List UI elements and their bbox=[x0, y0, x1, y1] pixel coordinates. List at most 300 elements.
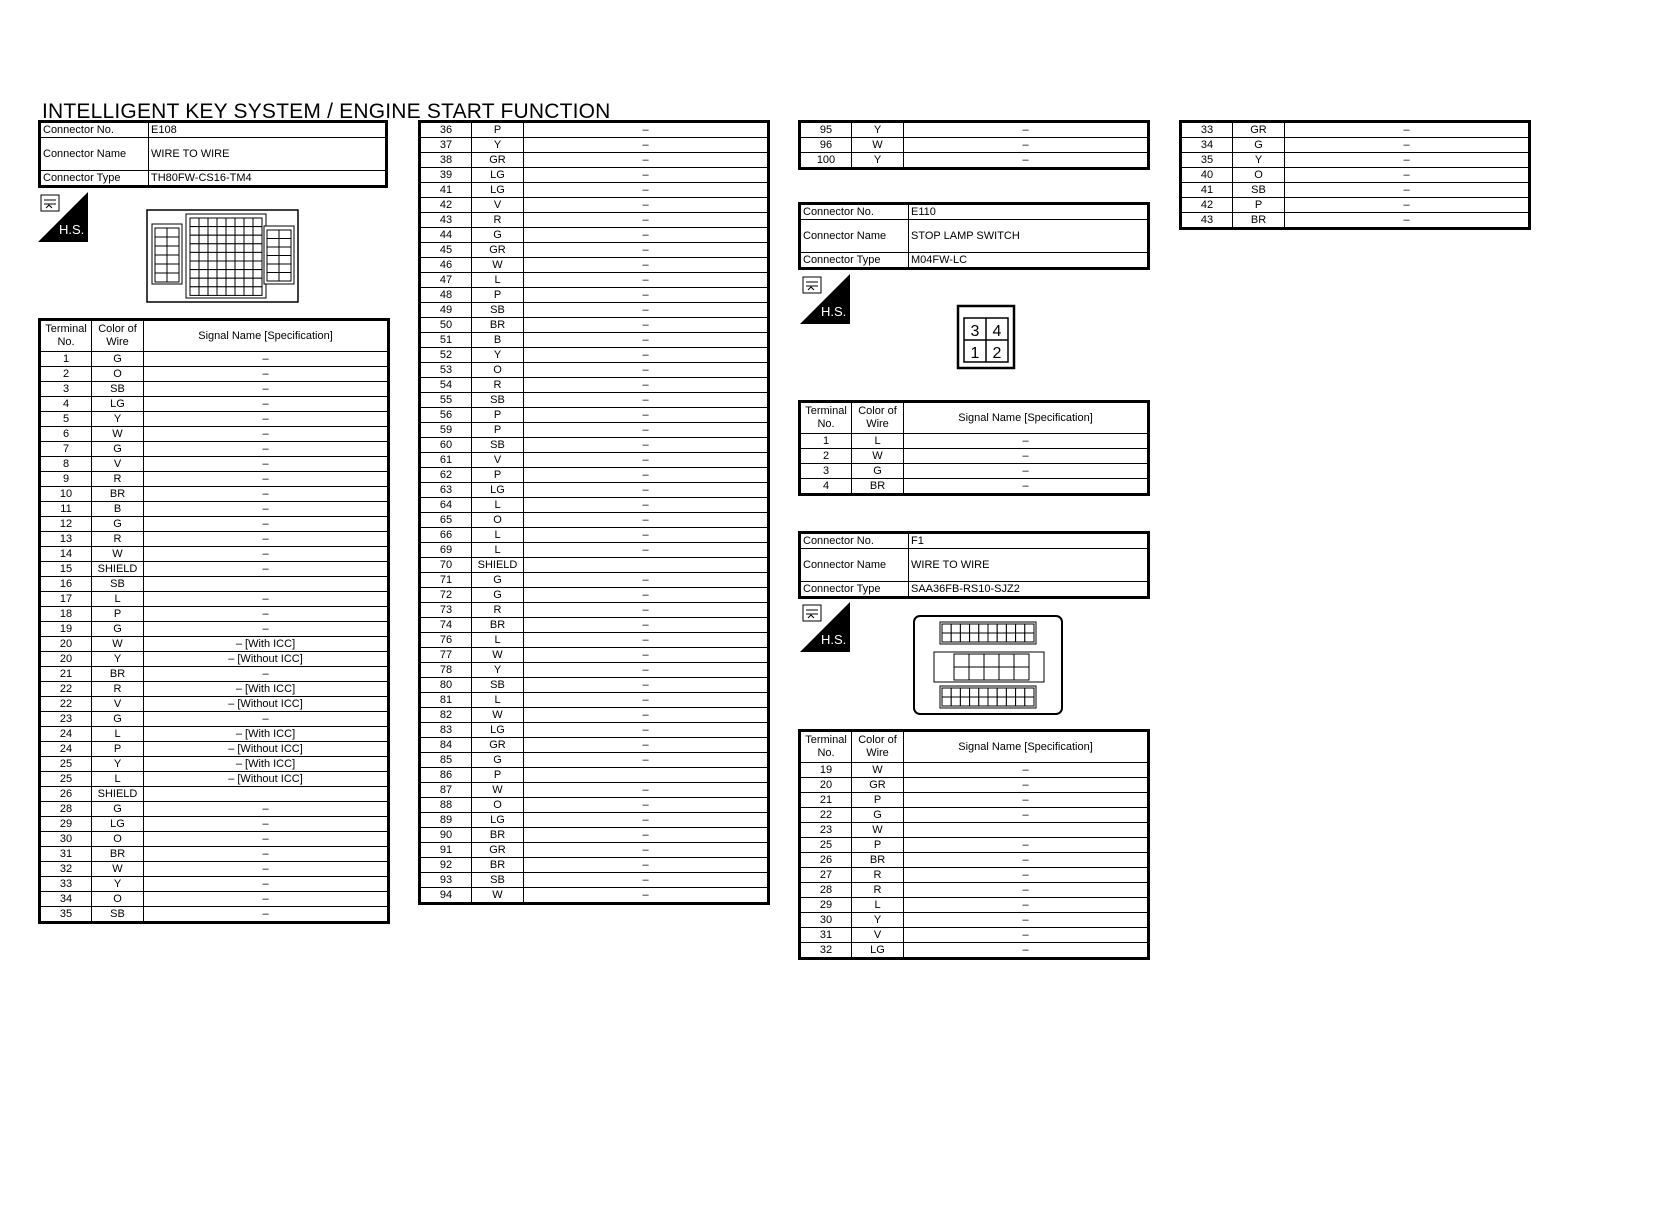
table-row bbox=[420, 783, 769, 798]
connector-pin-cell bbox=[199, 287, 208, 296]
table-row bbox=[420, 183, 769, 198]
terminal-cell: 13 bbox=[40, 532, 92, 547]
table-row bbox=[420, 333, 769, 348]
table-row bbox=[420, 708, 769, 723]
connector-pin-cell bbox=[942, 633, 951, 642]
terminal-cell: 35 bbox=[1181, 153, 1233, 168]
signal-cell: – bbox=[524, 588, 769, 603]
connector-type-value: M04FW-LC bbox=[909, 253, 1149, 269]
terminal-cell: 28 bbox=[800, 883, 852, 898]
table-row bbox=[420, 303, 769, 318]
terminal-cell: 48 bbox=[420, 288, 472, 303]
table-row bbox=[800, 928, 1149, 943]
connector-pin-cell bbox=[960, 688, 969, 697]
signal-cell: – bbox=[524, 543, 769, 558]
signal-cell: – bbox=[904, 928, 1149, 943]
color-cell: W bbox=[472, 708, 524, 723]
color-cell: Y bbox=[92, 877, 144, 892]
color-cell: O bbox=[472, 363, 524, 378]
connector-pin-cell bbox=[1006, 633, 1015, 642]
connector-pin-cell bbox=[208, 218, 217, 227]
color-cell: G bbox=[472, 588, 524, 603]
table-row bbox=[40, 742, 389, 757]
table-row bbox=[420, 753, 769, 768]
connector-pin-cell bbox=[244, 227, 253, 236]
terminal-cell: 25 bbox=[40, 772, 92, 787]
table-row bbox=[420, 153, 769, 168]
terminal-cell: 31 bbox=[40, 847, 92, 862]
connector-pin-cell bbox=[155, 237, 167, 246]
color-cell: G bbox=[472, 573, 524, 588]
table-row bbox=[1181, 153, 1530, 168]
terminal-cell: 64 bbox=[420, 498, 472, 513]
e110-pin-4: 4 bbox=[992, 323, 1002, 340]
color-cell: SB bbox=[472, 438, 524, 453]
signal-cell: – bbox=[144, 592, 389, 607]
e110-pin-1: 1 bbox=[970, 345, 980, 362]
connector-pin-cell bbox=[999, 667, 1014, 680]
connector-pin-cell bbox=[970, 697, 979, 706]
color-cell: R bbox=[92, 682, 144, 697]
signal-cell: – bbox=[904, 464, 1149, 479]
page-title: INTELLIGENT KEY SYSTEM / ENGINE START FUNCTION bbox=[42, 100, 611, 123]
signal-cell: – bbox=[144, 532, 389, 547]
terminal-cell: 84 bbox=[420, 738, 472, 753]
signal-cell: – bbox=[524, 333, 769, 348]
signal-cell: – bbox=[144, 427, 389, 442]
terminal-cell: 88 bbox=[420, 798, 472, 813]
color-cell: B bbox=[472, 333, 524, 348]
color-cell: SB bbox=[472, 393, 524, 408]
terminal-header: Terminal No. bbox=[40, 320, 92, 352]
table-row bbox=[40, 877, 389, 892]
signal-cell: – bbox=[1285, 213, 1530, 229]
connector-pin-cell bbox=[1006, 697, 1015, 706]
connector-pin-cell bbox=[199, 235, 208, 244]
table-row bbox=[40, 352, 389, 367]
connector-pin-cell bbox=[267, 256, 279, 265]
connector-pin-cell bbox=[226, 252, 235, 261]
signal-cell: – bbox=[524, 453, 769, 468]
terminal-cell: 59 bbox=[420, 423, 472, 438]
connector-pin-cell bbox=[244, 244, 253, 253]
color-cell: G bbox=[92, 517, 144, 532]
color-cell: SB bbox=[92, 577, 144, 592]
table-row bbox=[40, 757, 389, 772]
table-row bbox=[40, 382, 389, 397]
connector-pin-cell bbox=[226, 261, 235, 270]
table-row bbox=[40, 622, 389, 637]
color-cell: W bbox=[92, 862, 144, 877]
table-row bbox=[420, 273, 769, 288]
terminal-header: Terminal No. bbox=[800, 731, 852, 763]
terminal-cell: 50 bbox=[420, 318, 472, 333]
signal-cell: – bbox=[524, 603, 769, 618]
signal-cell: – bbox=[524, 273, 769, 288]
terminal-cell: 8 bbox=[40, 457, 92, 472]
terminal-cell: 22 bbox=[40, 682, 92, 697]
connector-pin-cell bbox=[244, 235, 253, 244]
signal-cell: – bbox=[524, 483, 769, 498]
connector-pin-cell bbox=[208, 287, 217, 296]
color-cell: G bbox=[92, 802, 144, 817]
table-row bbox=[420, 633, 769, 648]
signal-cell: – bbox=[524, 708, 769, 723]
signal-cell: – bbox=[144, 877, 389, 892]
signal-cell: – bbox=[1285, 168, 1530, 183]
table-row bbox=[40, 592, 389, 607]
connector-no-value: E110 bbox=[909, 204, 1149, 220]
signal-cell: – bbox=[524, 348, 769, 363]
terminal-cell: 2 bbox=[40, 367, 92, 382]
terminal-cell: 36 bbox=[420, 122, 472, 138]
terminal-cell: 87 bbox=[420, 783, 472, 798]
signal-cell: – bbox=[524, 738, 769, 753]
table-row bbox=[420, 122, 769, 138]
connector-pin-cell bbox=[217, 278, 226, 287]
color-cell: P bbox=[472, 122, 524, 138]
signal-cell: – bbox=[524, 153, 769, 168]
connector-pin-cell bbox=[190, 270, 199, 279]
connector-pin-cell bbox=[970, 688, 979, 697]
connector-pin-cell bbox=[1014, 654, 1029, 667]
color-cell: Y bbox=[472, 663, 524, 678]
connector-pin-cell bbox=[960, 633, 969, 642]
connector-pin-cell bbox=[969, 654, 984, 667]
color-cell: BR bbox=[92, 847, 144, 862]
signal-cell: – bbox=[144, 892, 389, 907]
connector-no-value: F1 bbox=[909, 533, 1149, 549]
terminal-cell: 34 bbox=[1181, 138, 1233, 153]
connector-type-label: Connector Type bbox=[800, 582, 909, 598]
color-cell: G bbox=[852, 464, 904, 479]
signal-cell: – bbox=[1285, 122, 1530, 138]
terminal-cell: 10 bbox=[40, 487, 92, 502]
color-cell: P bbox=[1233, 198, 1285, 213]
color-cell: Y bbox=[852, 122, 904, 138]
signal-cell: – bbox=[904, 479, 1149, 495]
signal-cell: – bbox=[524, 663, 769, 678]
connector-pin-cell bbox=[960, 624, 969, 633]
signal-cell: – bbox=[524, 843, 769, 858]
table-row bbox=[800, 898, 1149, 913]
terminal-cell: 40 bbox=[1181, 168, 1233, 183]
terminal-cell: 3 bbox=[40, 382, 92, 397]
e108-connector-diagram bbox=[146, 208, 300, 304]
connector-pin-cell bbox=[267, 239, 279, 248]
table-row bbox=[40, 892, 389, 907]
connector-pin-cell bbox=[226, 244, 235, 253]
connector-pin-cell bbox=[235, 235, 244, 244]
terminal-cell: 83 bbox=[420, 723, 472, 738]
f1-pin-table bbox=[798, 729, 1150, 960]
connector-pin-cell bbox=[267, 264, 279, 273]
e108-pin-table bbox=[38, 318, 390, 924]
terminal-cell: 21 bbox=[800, 793, 852, 808]
signal-cell: – bbox=[904, 853, 1149, 868]
terminal-cell: 94 bbox=[420, 888, 472, 904]
terminal-cell: 15 bbox=[40, 562, 92, 577]
connector-pin-cell bbox=[1025, 624, 1034, 633]
connector-name-value: STOP LAMP SWITCH bbox=[909, 220, 1149, 253]
connector-pin-cell bbox=[235, 278, 244, 287]
terminal-cell: 11 bbox=[40, 502, 92, 517]
color-cell: LG bbox=[472, 723, 524, 738]
connector-pin-cell bbox=[190, 227, 199, 236]
table-row bbox=[800, 838, 1149, 853]
signal-cell: – bbox=[904, 138, 1149, 153]
color-cell: O bbox=[92, 892, 144, 907]
terminal-cell: 25 bbox=[40, 757, 92, 772]
table-row bbox=[40, 442, 389, 457]
table-row bbox=[800, 464, 1149, 479]
e108-pin-table-continued bbox=[418, 120, 770, 905]
color-cell: Y bbox=[472, 348, 524, 363]
signal-cell: – bbox=[524, 423, 769, 438]
signal-cell: – bbox=[524, 873, 769, 888]
color-cell: R bbox=[472, 603, 524, 618]
signal-cell: – bbox=[524, 783, 769, 798]
connector-pin-cell bbox=[244, 261, 253, 270]
table-row bbox=[420, 543, 769, 558]
connector-pin-cell bbox=[190, 278, 199, 287]
color-cell: P bbox=[852, 838, 904, 853]
terminal-cell: 60 bbox=[420, 438, 472, 453]
table-row bbox=[40, 457, 389, 472]
color-cell: W bbox=[472, 888, 524, 904]
connector-pin-cell bbox=[951, 633, 960, 642]
table-row bbox=[800, 153, 1149, 169]
color-cell: SB bbox=[92, 907, 144, 923]
signal-cell: – bbox=[524, 828, 769, 843]
color-cell: L bbox=[472, 273, 524, 288]
connector-pin-cell bbox=[217, 261, 226, 270]
table-row bbox=[800, 793, 1149, 808]
table-row bbox=[1181, 198, 1530, 213]
signal-cell: – bbox=[524, 438, 769, 453]
signal-cell: – bbox=[524, 693, 769, 708]
terminal-cell: 5 bbox=[40, 412, 92, 427]
terminal-cell: 30 bbox=[40, 832, 92, 847]
connector-pin-cell bbox=[253, 261, 262, 270]
signal-cell: – bbox=[144, 562, 389, 577]
signal-cell: – [With ICC] bbox=[144, 757, 389, 772]
color-cell: V bbox=[472, 198, 524, 213]
color-cell: O bbox=[472, 798, 524, 813]
color-cell: V bbox=[92, 697, 144, 712]
color-cell: L bbox=[92, 772, 144, 787]
signal-cell: – bbox=[904, 122, 1149, 138]
color-cell: O bbox=[92, 832, 144, 847]
table-row bbox=[40, 577, 389, 592]
terminal-cell: 26 bbox=[800, 853, 852, 868]
table-row bbox=[1181, 213, 1530, 229]
connector-pin-cell bbox=[279, 239, 291, 248]
signal-cell: – bbox=[144, 862, 389, 877]
signal-cell: – bbox=[144, 412, 389, 427]
table-row bbox=[420, 513, 769, 528]
signal-cell: – bbox=[144, 622, 389, 637]
terminal-cell: 39 bbox=[420, 168, 472, 183]
connector-pin-cell bbox=[942, 697, 951, 706]
connector-pin-cell bbox=[970, 624, 979, 633]
signal-cell: – bbox=[524, 723, 769, 738]
connector-pin-cell bbox=[155, 246, 167, 255]
terminal-cell: 96 bbox=[800, 138, 852, 153]
connector-pin-cell bbox=[1016, 624, 1025, 633]
signal-cell: – bbox=[524, 122, 769, 138]
terminal-cell: 93 bbox=[420, 873, 472, 888]
terminal-cell: 95 bbox=[800, 122, 852, 138]
table-row bbox=[800, 808, 1149, 823]
connector-name-label: Connector Name bbox=[800, 220, 909, 253]
connector-pin-cell bbox=[190, 252, 199, 261]
connector-pin-cell bbox=[279, 247, 291, 256]
table-row bbox=[800, 763, 1149, 778]
color-cell: GR bbox=[852, 778, 904, 793]
signal-cell: – bbox=[144, 667, 389, 682]
connector-pin-cell bbox=[208, 235, 217, 244]
color-cell: P bbox=[472, 423, 524, 438]
terminal-cell: 62 bbox=[420, 468, 472, 483]
e108-info-table bbox=[38, 120, 388, 188]
connector-type-value: SAA36FB-RS10-SJZ2 bbox=[909, 582, 1149, 598]
color-cell: G bbox=[92, 712, 144, 727]
signal-cell: – [Without ICC] bbox=[144, 742, 389, 757]
terminal-cell: 82 bbox=[420, 708, 472, 723]
color-cell: G bbox=[472, 228, 524, 243]
table-row bbox=[420, 228, 769, 243]
f1-connector-diagram bbox=[910, 614, 1066, 716]
signal-cell: – bbox=[904, 838, 1149, 853]
terminal-cell: 85 bbox=[420, 753, 472, 768]
terminal-cell: 54 bbox=[420, 378, 472, 393]
table-row bbox=[420, 318, 769, 333]
connector-pin-cell bbox=[235, 218, 244, 227]
color-cell: GR bbox=[472, 153, 524, 168]
color-cell: G bbox=[1233, 138, 1285, 153]
table-row bbox=[40, 487, 389, 502]
e110-pin-2: 2 bbox=[992, 345, 1002, 362]
color-cell: G bbox=[92, 622, 144, 637]
color-cell: G bbox=[852, 808, 904, 823]
terminal-cell: 33 bbox=[40, 877, 92, 892]
hs-label: H.S. bbox=[821, 304, 847, 319]
f1-pin-table-continued bbox=[1179, 120, 1531, 230]
terminal-cell: 78 bbox=[420, 663, 472, 678]
connector-pin-cell bbox=[244, 287, 253, 296]
table-row bbox=[420, 258, 769, 273]
color-cell: R bbox=[92, 472, 144, 487]
e110-connector-diagram bbox=[956, 304, 1016, 370]
signal-cell: – bbox=[524, 468, 769, 483]
terminal-cell: 24 bbox=[40, 727, 92, 742]
connector-pin-cell bbox=[226, 278, 235, 287]
table-row bbox=[420, 288, 769, 303]
table-row bbox=[420, 213, 769, 228]
connector-pin-cell bbox=[279, 273, 291, 282]
table-row bbox=[40, 667, 389, 682]
color-cell: SHIELD bbox=[472, 558, 524, 573]
color-cell: P bbox=[472, 768, 524, 783]
connector-pin-cell bbox=[208, 227, 217, 236]
terminal-cell: 29 bbox=[40, 817, 92, 832]
table-row bbox=[800, 138, 1149, 153]
signal-cell: – bbox=[524, 258, 769, 273]
table-row bbox=[420, 648, 769, 663]
connector-pin-cell bbox=[208, 261, 217, 270]
connector-pin-cell bbox=[217, 244, 226, 253]
harness-side-icon bbox=[38, 192, 88, 242]
connector-pin-cell bbox=[253, 244, 262, 253]
terminal-cell: 30 bbox=[800, 913, 852, 928]
terminal-cell: 1 bbox=[800, 434, 852, 449]
table-row bbox=[420, 693, 769, 708]
connector-pin-cell bbox=[235, 287, 244, 296]
color-cell: P bbox=[92, 607, 144, 622]
table-row bbox=[40, 682, 389, 697]
connector-pin-cell bbox=[190, 287, 199, 296]
color-cell: GR bbox=[472, 243, 524, 258]
table-row bbox=[40, 847, 389, 862]
connector-pin-cell bbox=[155, 228, 167, 237]
signal-header: Signal Name [Specification] bbox=[904, 402, 1149, 434]
signal-cell: – bbox=[524, 138, 769, 153]
signal-cell: – bbox=[1285, 138, 1530, 153]
color-cell: Y bbox=[472, 138, 524, 153]
connector-name-value: WIRE TO WIRE bbox=[149, 138, 387, 171]
connector-pin-cell bbox=[253, 278, 262, 287]
table-row bbox=[40, 832, 389, 847]
color-cell: SB bbox=[1233, 183, 1285, 198]
connector-pin-cell bbox=[997, 688, 1006, 697]
connector-pin-cell bbox=[226, 218, 235, 227]
color-cell: LG bbox=[92, 397, 144, 412]
connector-name-label: Connector Name bbox=[40, 138, 149, 171]
connector-pin-cell bbox=[217, 227, 226, 236]
connector-pin-cell bbox=[167, 228, 179, 237]
connector-pin-cell bbox=[199, 278, 208, 287]
terminal-cell: 38 bbox=[420, 153, 472, 168]
color-cell: P bbox=[92, 742, 144, 757]
signal-cell: – bbox=[144, 472, 389, 487]
connector-pin-cell bbox=[988, 633, 997, 642]
connector-pin-cell bbox=[1016, 697, 1025, 706]
terminal-cell: 90 bbox=[420, 828, 472, 843]
terminal-cell: 34 bbox=[40, 892, 92, 907]
table-row bbox=[420, 348, 769, 363]
table-row bbox=[800, 913, 1149, 928]
terminal-cell: 52 bbox=[420, 348, 472, 363]
table-row bbox=[40, 367, 389, 382]
color-cell: W bbox=[92, 637, 144, 652]
table-row bbox=[420, 843, 769, 858]
color-cell: B bbox=[92, 502, 144, 517]
color-cell: Y bbox=[92, 757, 144, 772]
terminal-cell: 47 bbox=[420, 273, 472, 288]
terminal-cell: 43 bbox=[1181, 213, 1233, 229]
connector-pin-cell bbox=[226, 227, 235, 236]
e108-pin-table-end bbox=[798, 120, 1150, 170]
color-cell: P bbox=[472, 468, 524, 483]
connector-no-label: Connector No. bbox=[800, 204, 909, 220]
terminal-cell: 92 bbox=[420, 858, 472, 873]
color-cell: G bbox=[92, 352, 144, 367]
connector-pin-cell bbox=[984, 667, 999, 680]
table-row bbox=[40, 907, 389, 923]
color-cell: P bbox=[472, 408, 524, 423]
connector-pin-cell bbox=[253, 252, 262, 261]
